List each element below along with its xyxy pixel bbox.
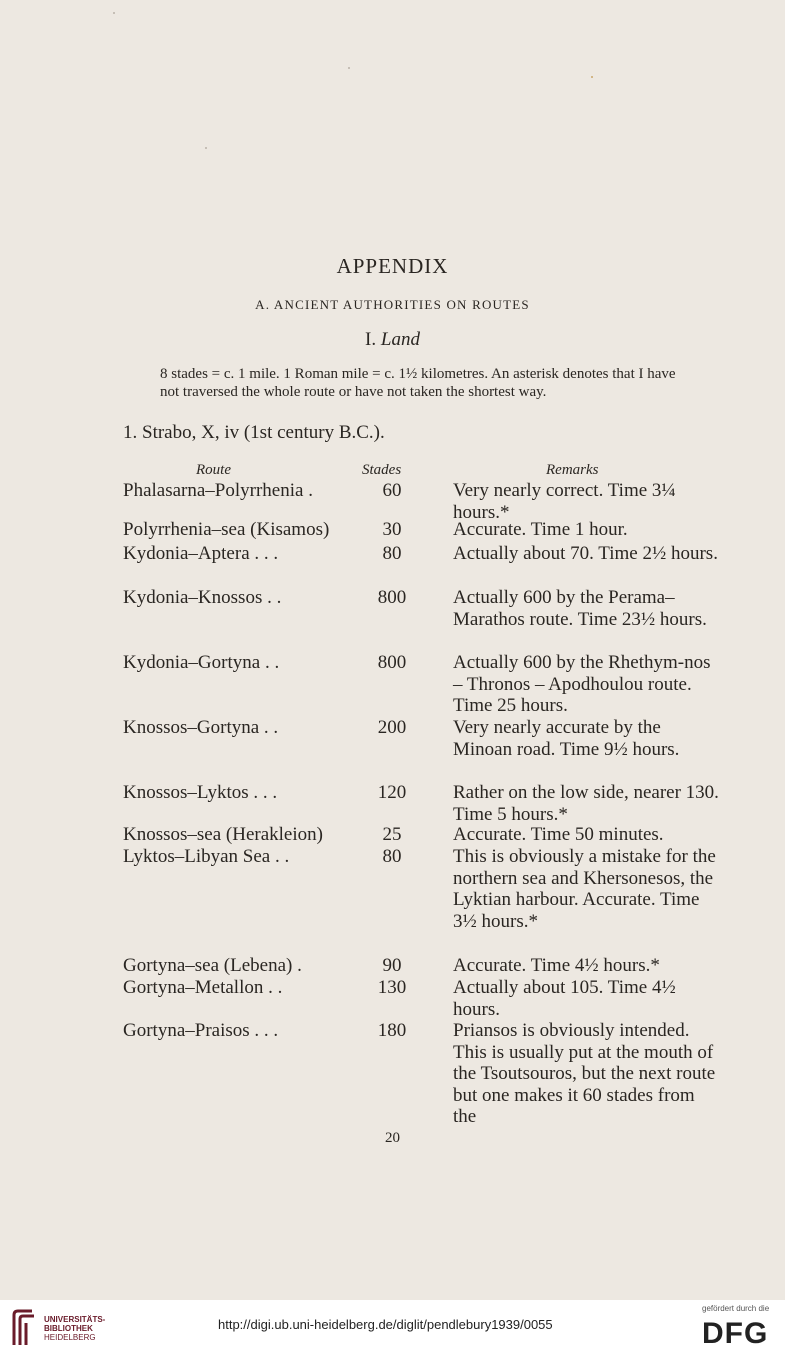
route-cell: Polyrrhenia–sea (Kisamos) [123, 519, 330, 540]
remarks-cell: Accurate. Time 4½ hours.* [453, 955, 660, 976]
section-heading: A. ANCIENT AUTHORITIES ON ROUTES [255, 297, 530, 312]
stades-cell: 80 [382, 846, 402, 867]
stades-cell: 130 [377, 977, 407, 998]
subsection-number: I. [365, 329, 377, 350]
route-cell: Phalasarna–Polyrrhenia . [123, 480, 313, 501]
speck [591, 76, 593, 78]
route-cell: Gortyna–Metallon . . [123, 977, 283, 998]
column-header-remarks: Remarks [546, 462, 599, 478]
footer-bar [0, 1300, 785, 1359]
stades-cell: 30 [382, 519, 402, 540]
remarks-cell: Priansos is obviously intended. This is usually put at the mouth of the Tsoutsouros, but the next route but one makes it 60 stades from the [453, 1020, 716, 1128]
remarks-cell: Accurate. Time 50 minutes. [453, 824, 664, 845]
column-header-stades: Stades [362, 462, 402, 478]
library-line: HEIDELBERG [44, 1333, 96, 1342]
stades-cell: 200 [377, 717, 407, 738]
library-logo-icon [10, 1309, 38, 1347]
route-cell: Knossos–sea (Herakleion) [123, 824, 323, 845]
remarks-cell: This is obviously a mistake for the northern sea and Khersonesos, the Lyktian harbour. Accurate. Time 3½ hours.* [453, 846, 716, 932]
library-line: BIBLIOTHEK [44, 1324, 93, 1333]
route-cell: Gortyna–sea (Lebena) . [123, 955, 302, 976]
stades-cell: 60 [382, 480, 402, 501]
remarks-cell: Actually 600 by the Rhethym-nos – Thronos – Apodhoulou route. Time 25 hours. [453, 652, 711, 717]
remarks-cell: Actually about 105. Time 4½ hours. [453, 977, 676, 1020]
subsection-heading [0, 329, 785, 351]
remarks-cell: Actually about 70. Time 2½ hours. [453, 543, 718, 564]
route-cell: Gortyna–Praisos . . . [123, 1020, 279, 1041]
source-heading: 1. Strabo, X, iv (1st century B.C.). [123, 422, 385, 443]
stades-cell: 120 [377, 782, 407, 803]
page-title: APPENDIX [336, 254, 449, 278]
source-url-link[interactable]: http://digi.ub.uni-heidelberg.de/diglit/pendlebury1939/0055 [218, 1317, 553, 1332]
route-cell: Lyktos–Libyan Sea . . [123, 846, 290, 867]
page-number: 20 [385, 1130, 400, 1146]
route-cell: Knossos–Lyktos . . . [123, 782, 278, 803]
remarks-cell: Very nearly accurate by the Minoan road. Time 9½ hours. [453, 717, 680, 760]
remarks-cell: Accurate. Time 1 hour. [453, 519, 628, 540]
dfg-logo: DFG [702, 1317, 769, 1350]
stades-cell: 180 [377, 1020, 407, 1041]
route-cell: Kydonia–Knossos . . [123, 587, 282, 608]
stades-cell: 800 [377, 652, 407, 673]
sponsor-note: gefördert durch die [702, 1304, 770, 1313]
route-cell: Kydonia–Aptera . . . [123, 543, 279, 564]
speck [348, 67, 350, 69]
library-name [44, 1315, 105, 1342]
route-cell: Kydonia–Gortyna . . [123, 652, 280, 673]
stades-cell: 800 [377, 587, 407, 608]
subsection-name: Land [380, 329, 420, 350]
speck [205, 147, 207, 149]
remarks-cell: Very nearly correct. Time 3¼ hours.* [453, 480, 676, 523]
remarks-cell: Actually 600 by the Perama–Marathos route. Time 23½ hours. [453, 587, 707, 630]
remarks-cell: Rather on the low side, nearer 130. Time 5 hours.* [453, 782, 719, 825]
intro-note: 8 stades = c. 1 mile. 1 Roman mile = c. 1½ kilometres. An asterisk denotes that I have not traversed the whole route or have not taken the shortest way. [160, 366, 676, 400]
stades-cell: 80 [382, 543, 402, 564]
stades-cell: 25 [382, 824, 402, 845]
speck [113, 12, 115, 14]
route-cell: Knossos–Gortyna . . [123, 717, 279, 738]
column-header-route: Route [196, 462, 231, 478]
stades-cell: 90 [382, 955, 402, 976]
library-line: UNIVERSITÄTS- [44, 1315, 106, 1324]
